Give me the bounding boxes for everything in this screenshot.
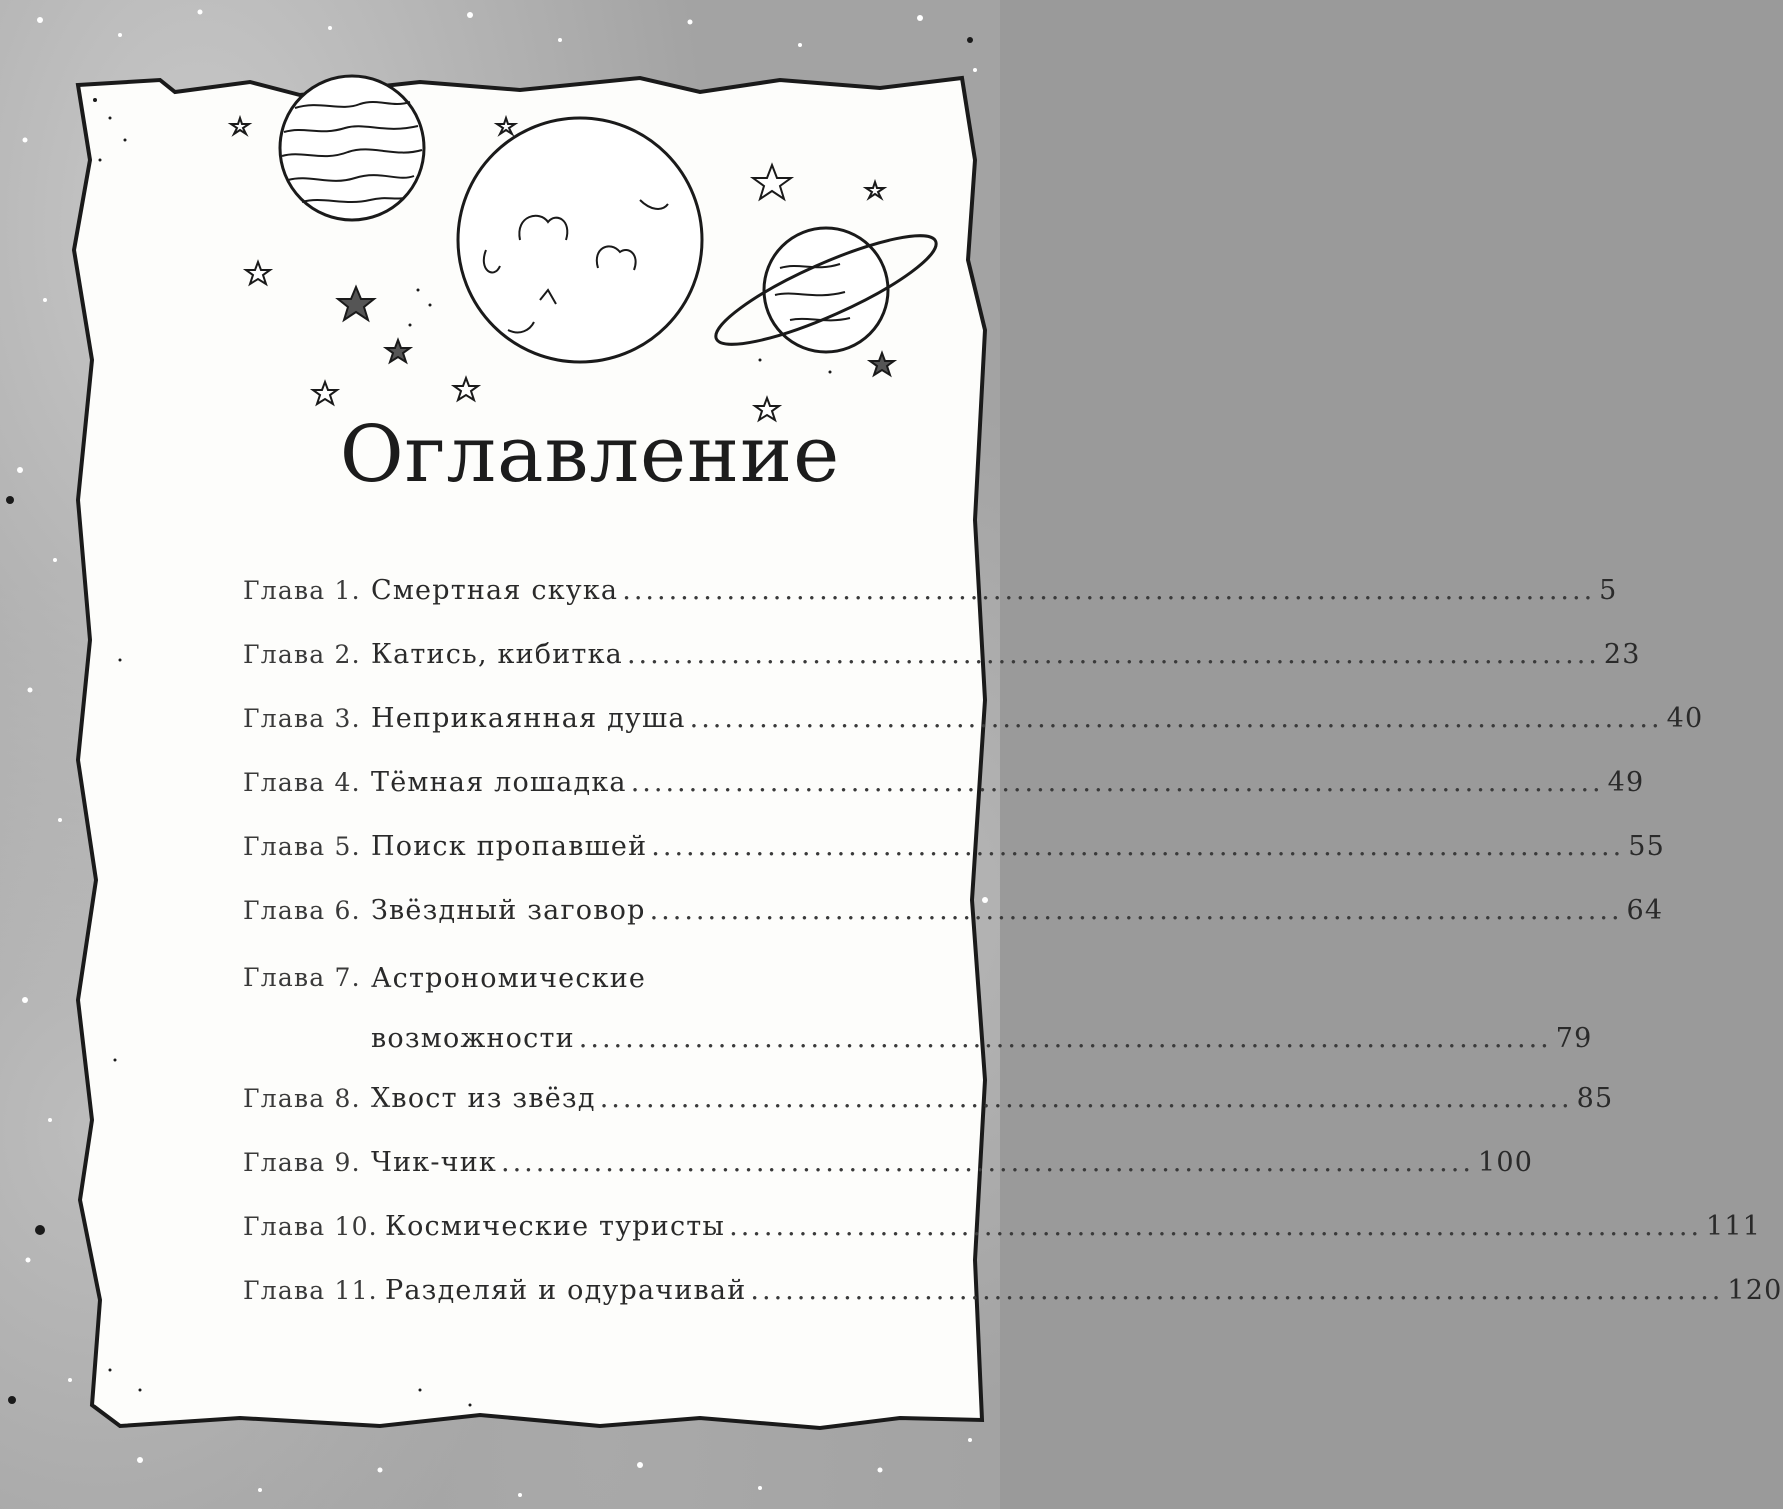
leader-dots [650, 895, 1623, 926]
page-number: 64 [1626, 895, 1664, 926]
toc-entry[interactable] [243, 831, 1665, 895]
table-of-contents [243, 575, 1783, 1339]
chapter-title-line-2-row [371, 1023, 1593, 1054]
chapter-label: Глава 10. [243, 1212, 378, 1241]
page-title: Оглавление [339, 410, 841, 500]
leader-dots [501, 1147, 1474, 1178]
chapter-title: Космические туристы [385, 1211, 726, 1242]
toc-entry[interactable] [243, 1147, 1534, 1211]
chapter-title-line-2: возможности [371, 1023, 575, 1054]
toc-entry[interactable] [243, 1211, 1762, 1275]
leader-dots [750, 1275, 1723, 1306]
chapter-title: Смертная скука [371, 575, 619, 606]
chapter-title: Разделяй и одурачивай [385, 1275, 747, 1306]
chapter-title: Поиск пропавшей [371, 831, 648, 862]
leader-dots [627, 639, 1600, 670]
page-number: 100 [1477, 1147, 1534, 1178]
chapter-title-block [371, 963, 1593, 1054]
chapter-title: Тёмная лошадка [371, 767, 627, 798]
chapter-title: Звёздный заговор [371, 895, 646, 926]
page-number: 23 [1603, 639, 1641, 670]
page-number: 79 [1555, 1023, 1593, 1054]
chapter-title-line-1: Астрономические [371, 963, 647, 994]
toc-entry[interactable] [243, 1275, 1783, 1339]
toc-entry[interactable] [243, 1083, 1614, 1147]
leader-dots [622, 575, 1595, 606]
chapter-label: Глава 9. [243, 1148, 361, 1177]
toc-entry[interactable] [243, 895, 1664, 959]
toc-entry[interactable] [243, 767, 1645, 831]
page-number: 40 [1666, 703, 1704, 734]
leader-dots [631, 767, 1604, 798]
chapter-label: Глава 11. [243, 1276, 378, 1305]
page-number: 49 [1607, 767, 1645, 798]
page-number: 85 [1576, 1083, 1614, 1114]
chapter-label: Глава 3. [243, 704, 361, 733]
chapter-label: Глава 7. [243, 963, 361, 992]
page-number: 111 [1706, 1211, 1762, 1242]
leader-dots [729, 1211, 1702, 1242]
page-number: 55 [1628, 831, 1665, 862]
page-number: 120 [1727, 1275, 1783, 1306]
leader-dots [651, 831, 1624, 862]
chapter-title: Чик-чик [371, 1147, 497, 1178]
leader-dots [579, 1023, 1552, 1054]
toc-entry[interactable] [243, 703, 1704, 767]
chapter-label: Глава 5. [243, 832, 361, 861]
chapter-title: Хвост из звёзд [371, 1083, 596, 1114]
chapter-title: Неприкаянная душа [371, 703, 686, 734]
chapter-label: Глава 8. [243, 1084, 361, 1113]
cratered-moon-icon [458, 118, 702, 362]
chapter-label: Глава 2. [243, 640, 361, 669]
leader-dots [690, 703, 1663, 734]
chapter-label: Глава 6. [243, 896, 361, 925]
toc-entry[interactable] [243, 575, 1618, 639]
page-number: 5 [1599, 575, 1618, 606]
chapter-title: Катись, кибитка [371, 639, 623, 670]
chapter-label: Глава 1. [243, 576, 361, 605]
striped-planet-icon [280, 76, 424, 220]
toc-entry[interactable] [243, 639, 1641, 703]
toc-entry[interactable] [243, 959, 1593, 1083]
chapter-label: Глава 4. [243, 768, 361, 797]
leader-dots [600, 1083, 1573, 1114]
